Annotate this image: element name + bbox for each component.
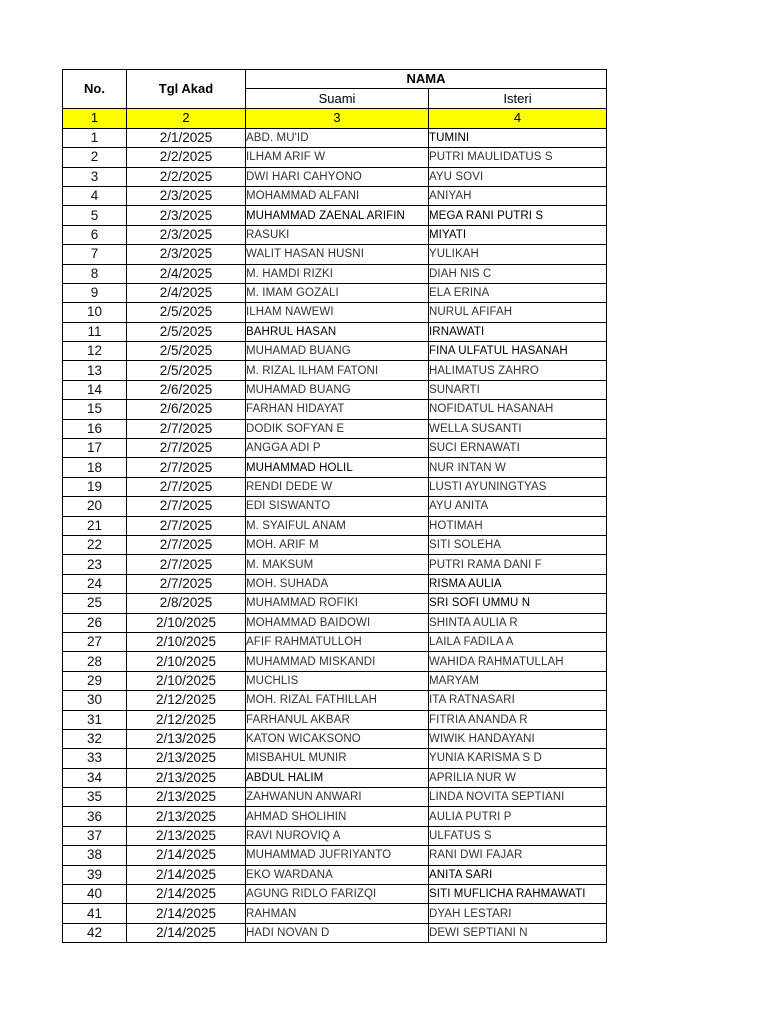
table-row xyxy=(63,206,607,225)
header-nama: NAMA xyxy=(246,70,607,89)
table-row xyxy=(63,594,607,613)
row-number-cell: 10 xyxy=(63,303,127,322)
tgl-akad-cell: 2/3/2025 xyxy=(127,245,246,264)
tgl-akad-cell: 2/14/2025 xyxy=(127,846,246,865)
suami-name-cell: ANGGA ADI P xyxy=(246,439,429,458)
row-number-cell: 12 xyxy=(63,342,127,361)
isteri-name-cell: TUMINI xyxy=(429,128,607,147)
row-number-cell: 2 xyxy=(63,148,127,167)
isteri-name-cell: ITA RATNASARI xyxy=(429,691,607,710)
suami-name-cell: MUHAMMAD JUFRIYANTO xyxy=(246,846,429,865)
row-number-cell: 36 xyxy=(63,807,127,826)
table-row xyxy=(63,477,607,496)
row-number-cell: 16 xyxy=(63,419,127,438)
tgl-akad-cell: 2/7/2025 xyxy=(127,439,246,458)
isteri-name-cell: SUCI ERNAWATI xyxy=(429,439,607,458)
suami-name-cell: KATON WICAKSONO xyxy=(246,729,429,748)
isteri-name-cell: YUNIA KARISMA S D xyxy=(429,749,607,768)
suami-name-cell: EKO WARDANA xyxy=(246,865,429,884)
row-number-cell: 35 xyxy=(63,788,127,807)
isteri-name-cell: FINA ULFATUL HASANAH xyxy=(429,342,607,361)
suami-name-cell: RENDI DEDE W xyxy=(246,477,429,496)
tgl-akad-cell: 2/14/2025 xyxy=(127,885,246,904)
tgl-akad-cell: 2/7/2025 xyxy=(127,458,246,477)
tgl-akad-cell: 2/4/2025 xyxy=(127,283,246,302)
suami-name-cell: MOHAMMAD ALFANI xyxy=(246,186,429,205)
isteri-name-cell: DIAH NIS C xyxy=(429,264,607,283)
row-number-cell: 19 xyxy=(63,477,127,496)
table-row xyxy=(63,439,607,458)
table-row xyxy=(63,826,607,845)
row-number-cell: 4 xyxy=(63,186,127,205)
column-index-row xyxy=(63,108,607,128)
row-number-cell: 31 xyxy=(63,710,127,729)
tgl-akad-cell: 2/5/2025 xyxy=(127,342,246,361)
suami-name-cell: MUHAMMAD ZAENAL ARIFIN xyxy=(246,206,429,225)
row-number-cell: 23 xyxy=(63,555,127,574)
suami-name-cell: MUHAMAD BUANG xyxy=(246,380,429,399)
isteri-name-cell: RANI DWI FAJAR xyxy=(429,846,607,865)
table-row xyxy=(63,516,607,535)
row-number-cell: 41 xyxy=(63,904,127,923)
suami-name-cell: HADI NOVAN D xyxy=(246,923,429,942)
isteri-name-cell: ANIYAH xyxy=(429,186,607,205)
isteri-name-cell: NUR INTAN W xyxy=(429,458,607,477)
table-row xyxy=(63,613,607,632)
tgl-akad-cell: 2/7/2025 xyxy=(127,419,246,438)
row-number-cell: 28 xyxy=(63,652,127,671)
suami-name-cell: DODIK SOFYAN E xyxy=(246,419,429,438)
suami-name-cell: ABD. MU'ID xyxy=(246,128,429,147)
table-row xyxy=(63,342,607,361)
isteri-name-cell: AYU SOVI xyxy=(429,167,607,186)
table-row xyxy=(63,671,607,690)
isteri-name-cell: SHINTA AULIA R xyxy=(429,613,607,632)
isteri-name-cell: AYU ANITA xyxy=(429,497,607,516)
tgl-akad-cell: 2/14/2025 xyxy=(127,923,246,942)
row-number-cell: 39 xyxy=(63,865,127,884)
table-row xyxy=(63,167,607,186)
suami-name-cell: RASUKI xyxy=(246,225,429,244)
tgl-akad-cell: 2/2/2025 xyxy=(127,148,246,167)
tgl-akad-cell: 2/6/2025 xyxy=(127,400,246,419)
tgl-akad-cell: 2/3/2025 xyxy=(127,206,246,225)
tgl-akad-cell: 2/7/2025 xyxy=(127,574,246,593)
table-row xyxy=(63,904,607,923)
tgl-akad-cell: 2/8/2025 xyxy=(127,594,246,613)
tgl-akad-cell: 2/10/2025 xyxy=(127,671,246,690)
isteri-name-cell: LINDA NOVITA SEPTIANI xyxy=(429,788,607,807)
suami-name-cell: RAHMAN xyxy=(246,904,429,923)
tgl-akad-cell: 2/13/2025 xyxy=(127,788,246,807)
suami-name-cell: MOH. RIZAL FATHILLAH xyxy=(246,691,429,710)
tgl-akad-cell: 2/4/2025 xyxy=(127,264,246,283)
row-number-cell: 25 xyxy=(63,594,127,613)
suami-name-cell: MOHAMMAD BAIDOWI xyxy=(246,613,429,632)
isteri-name-cell: WIWIK HANDAYANI xyxy=(429,729,607,748)
row-number-cell: 14 xyxy=(63,380,127,399)
suami-name-cell: MUHAMMAD HOLIL xyxy=(246,458,429,477)
suami-name-cell: DWI HARI CAHYONO xyxy=(246,167,429,186)
tgl-akad-cell: 2/7/2025 xyxy=(127,477,246,496)
suami-name-cell: MOH. ARIF M xyxy=(246,535,429,554)
isteri-name-cell: DYAH LESTARI xyxy=(429,904,607,923)
suami-name-cell: MUCHLIS xyxy=(246,671,429,690)
tgl-akad-cell: 2/3/2025 xyxy=(127,225,246,244)
tgl-akad-cell: 2/5/2025 xyxy=(127,361,246,380)
suami-name-cell: M. SYAIFUL ANAM xyxy=(246,516,429,535)
table-row xyxy=(63,807,607,826)
isteri-name-cell: ANITA SARI xyxy=(429,865,607,884)
table-row xyxy=(63,225,607,244)
suami-name-cell: ZAHWANUN ANWARI xyxy=(246,788,429,807)
suami-name-cell: AHMAD SHOLIHIN xyxy=(246,807,429,826)
table-row xyxy=(63,535,607,554)
tgl-akad-cell: 2/7/2025 xyxy=(127,516,246,535)
suami-name-cell: RAVI NUROVIQ A xyxy=(246,826,429,845)
tgl-akad-cell: 2/13/2025 xyxy=(127,826,246,845)
table-row xyxy=(63,865,607,884)
tgl-akad-cell: 2/12/2025 xyxy=(127,710,246,729)
row-number-cell: 33 xyxy=(63,749,127,768)
isteri-name-cell: HOTIMAH xyxy=(429,516,607,535)
suami-name-cell: WALIT HASAN HUSNI xyxy=(246,245,429,264)
header-no: No. xyxy=(63,70,127,109)
suami-name-cell: AFIF RAHMATULLOH xyxy=(246,632,429,651)
tgl-akad-cell: 2/7/2025 xyxy=(127,555,246,574)
isteri-name-cell: MIYATI xyxy=(429,225,607,244)
isteri-name-cell: SITI MUFLICHA RAHMAWATI xyxy=(429,885,607,904)
row-number-cell: 26 xyxy=(63,613,127,632)
table-row xyxy=(63,555,607,574)
suami-name-cell: M. MAKSUM xyxy=(246,555,429,574)
suami-name-cell: EDI SISWANTO xyxy=(246,497,429,516)
isteri-name-cell: NOFIDATUL HASANAH xyxy=(429,400,607,419)
isteri-name-cell: WELLA SUSANTI xyxy=(429,419,607,438)
row-number-cell: 3 xyxy=(63,167,127,186)
row-number-cell: 1 xyxy=(63,128,127,147)
tgl-akad-cell: 2/2/2025 xyxy=(127,167,246,186)
header-tgl-akad: Tgl Akad xyxy=(127,70,246,109)
table-row xyxy=(63,497,607,516)
row-number-cell: 5 xyxy=(63,206,127,225)
tgl-akad-cell: 2/7/2025 xyxy=(127,535,246,554)
table-row xyxy=(63,846,607,865)
isteri-name-cell: LUSTI AYUNINGTYAS xyxy=(429,477,607,496)
isteri-name-cell: IRNAWATI xyxy=(429,322,607,341)
isteri-name-cell: RISMA AULIA xyxy=(429,574,607,593)
table-row xyxy=(63,729,607,748)
suami-name-cell: MOH. SUHADA xyxy=(246,574,429,593)
row-number-cell: 32 xyxy=(63,729,127,748)
suami-name-cell: ABDUL HALIM xyxy=(246,768,429,787)
row-number-cell: 42 xyxy=(63,923,127,942)
table-row xyxy=(63,574,607,593)
suami-name-cell: MUHAMMAD ROFIKI xyxy=(246,594,429,613)
isteri-name-cell: YULIKAH xyxy=(429,245,607,264)
isteri-name-cell: ULFATUS S xyxy=(429,826,607,845)
marriage-register-table xyxy=(62,69,607,943)
isteri-name-cell: HALIMATUS ZAHRO xyxy=(429,361,607,380)
tgl-akad-cell: 2/13/2025 xyxy=(127,807,246,826)
isteri-name-cell: ELA ERINA xyxy=(429,283,607,302)
table-row xyxy=(63,264,607,283)
table-row xyxy=(63,186,607,205)
row-number-cell: 30 xyxy=(63,691,127,710)
suami-name-cell: M. IMAM GOZALI xyxy=(246,283,429,302)
table-row xyxy=(63,128,607,147)
header-suami: Suami xyxy=(246,89,429,108)
table-row xyxy=(63,710,607,729)
row-number-cell: 21 xyxy=(63,516,127,535)
isteri-name-cell: PUTRI MAULIDATUS S xyxy=(429,148,607,167)
row-number-cell: 17 xyxy=(63,439,127,458)
isteri-name-cell: DEWI SEPTIANI N xyxy=(429,923,607,942)
tgl-akad-cell: 2/14/2025 xyxy=(127,865,246,884)
isteri-name-cell: SRI SOFI UMMU N xyxy=(429,594,607,613)
row-number-cell: 22 xyxy=(63,535,127,554)
suami-name-cell: BAHRUL HASAN xyxy=(246,322,429,341)
tgl-akad-cell: 2/13/2025 xyxy=(127,749,246,768)
tgl-akad-cell: 2/5/2025 xyxy=(127,303,246,322)
suami-name-cell: FARHAN HIDAYAT xyxy=(246,400,429,419)
table-row xyxy=(63,885,607,904)
isteri-name-cell: AULIA PUTRI P xyxy=(429,807,607,826)
column-index-cell: 4 xyxy=(429,108,607,128)
tgl-akad-cell: 2/1/2025 xyxy=(127,128,246,147)
tgl-akad-cell: 2/3/2025 xyxy=(127,186,246,205)
isteri-name-cell: APRILIA NUR W xyxy=(429,768,607,787)
table-row xyxy=(63,245,607,264)
isteri-name-cell: LAILA FADILA A xyxy=(429,632,607,651)
tgl-akad-cell: 2/14/2025 xyxy=(127,904,246,923)
row-number-cell: 15 xyxy=(63,400,127,419)
row-number-cell: 37 xyxy=(63,826,127,845)
table-row xyxy=(63,361,607,380)
tgl-akad-cell: 2/5/2025 xyxy=(127,322,246,341)
row-number-cell: 20 xyxy=(63,497,127,516)
suami-name-cell: MUHAMMAD MISKANDI xyxy=(246,652,429,671)
row-number-cell: 9 xyxy=(63,283,127,302)
table-row xyxy=(63,283,607,302)
row-number-cell: 24 xyxy=(63,574,127,593)
tgl-akad-cell: 2/6/2025 xyxy=(127,380,246,399)
table-row xyxy=(63,691,607,710)
tgl-akad-cell: 2/13/2025 xyxy=(127,729,246,748)
column-index-cell: 2 xyxy=(127,108,246,128)
table-row xyxy=(63,322,607,341)
tgl-akad-cell: 2/10/2025 xyxy=(127,613,246,632)
row-number-cell: 18 xyxy=(63,458,127,477)
isteri-name-cell: PUTRI RAMA DANI F xyxy=(429,555,607,574)
tgl-akad-cell: 2/12/2025 xyxy=(127,691,246,710)
row-number-cell: 29 xyxy=(63,671,127,690)
table-row xyxy=(63,788,607,807)
row-number-cell: 40 xyxy=(63,885,127,904)
column-index-cell: 1 xyxy=(63,108,127,128)
suami-name-cell: M. RIZAL ILHAM FATONI xyxy=(246,361,429,380)
row-number-cell: 38 xyxy=(63,846,127,865)
tgl-akad-cell: 2/7/2025 xyxy=(127,497,246,516)
row-number-cell: 34 xyxy=(63,768,127,787)
tgl-akad-cell: 2/13/2025 xyxy=(127,768,246,787)
isteri-name-cell: FITRIA ANANDA R xyxy=(429,710,607,729)
isteri-name-cell: NURUL AFIFAH xyxy=(429,303,607,322)
suami-name-cell: AGUNG RIDLO FARIZQI xyxy=(246,885,429,904)
table-row xyxy=(63,923,607,942)
row-number-cell: 7 xyxy=(63,245,127,264)
tgl-akad-cell: 2/10/2025 xyxy=(127,632,246,651)
isteri-name-cell: SUNARTI xyxy=(429,380,607,399)
suami-name-cell: MISBAHUL MUNIR xyxy=(246,749,429,768)
isteri-name-cell: MEGA RANI PUTRI S xyxy=(429,206,607,225)
row-number-cell: 6 xyxy=(63,225,127,244)
suami-name-cell: MUHAMAD BUANG xyxy=(246,342,429,361)
table-row xyxy=(63,652,607,671)
row-number-cell: 13 xyxy=(63,361,127,380)
row-number-cell: 11 xyxy=(63,322,127,341)
suami-name-cell: M. HAMDI RIZKI xyxy=(246,264,429,283)
table-row xyxy=(63,749,607,768)
table-row xyxy=(63,380,607,399)
table-row xyxy=(63,148,607,167)
column-index-cell: 3 xyxy=(246,108,429,128)
table-row xyxy=(63,458,607,477)
suami-name-cell: FARHANUL AKBAR xyxy=(246,710,429,729)
row-number-cell: 8 xyxy=(63,264,127,283)
isteri-name-cell: MARYAM xyxy=(429,671,607,690)
isteri-name-cell: SITI SOLEHA xyxy=(429,535,607,554)
table-row xyxy=(63,768,607,787)
suami-name-cell: ILHAM NAWEWI xyxy=(246,303,429,322)
table-row xyxy=(63,632,607,651)
header-row-top xyxy=(63,70,607,89)
header-isteri: Isteri xyxy=(429,89,607,108)
isteri-name-cell: WAHIDA RAHMATULLAH xyxy=(429,652,607,671)
table-row xyxy=(63,419,607,438)
table-row xyxy=(63,400,607,419)
table-row xyxy=(63,303,607,322)
tgl-akad-cell: 2/10/2025 xyxy=(127,652,246,671)
suami-name-cell: ILHAM ARIF W xyxy=(246,148,429,167)
row-number-cell: 27 xyxy=(63,632,127,651)
